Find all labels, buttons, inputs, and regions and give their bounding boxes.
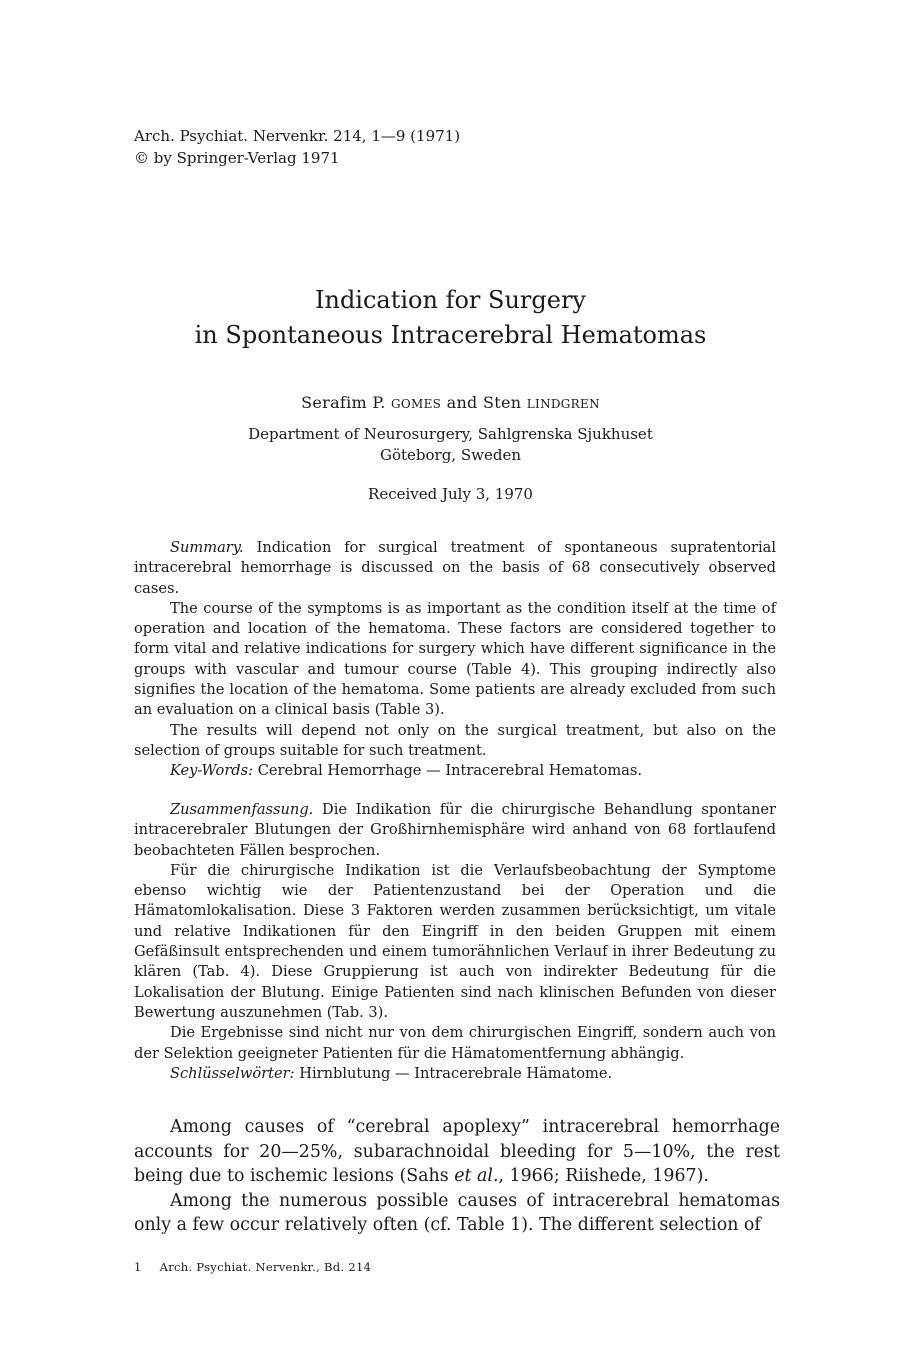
received-date: Received July 3, 1970 xyxy=(368,485,533,503)
affiliation-line-1: Department of Neurosurgery, Sahlgrenska Sjukhuset xyxy=(248,425,653,443)
zusammenfassung-label: Zusammenfassung. xyxy=(170,801,314,818)
author-line xyxy=(0,393,901,412)
body-paragraph-1 xyxy=(134,1115,780,1189)
body-p1-end: , 1966; Riishede, 1967). xyxy=(498,1166,709,1186)
author-conjunction: and xyxy=(446,393,478,412)
journal-header xyxy=(134,125,460,169)
summary-paragraph-1 xyxy=(134,538,776,599)
author2-last: LINDGREN xyxy=(526,397,600,411)
schluesselwoerter-text: Hirnblutung — Intracerebrale Hämatome. xyxy=(299,1064,613,1082)
copyright-line: © by Springer-Verlag 1971 xyxy=(134,149,340,167)
keywords-label: Key-Words: xyxy=(170,762,254,780)
zusammenfassung-keywords xyxy=(134,1064,776,1084)
author1-last: GOMES xyxy=(391,397,442,411)
zusammenfassung-paragraph-2: Für die chirurgische Indikation ist die Verlaufsbeobachtung der Symptome ebenso wichtig wie der Patientenzustand bei der Operation und die Hämatomlokalisation. Diese 3 Faktoren werden zusammen berücksichtigt, um vitale und relative Indikationen für den Eingriff in den beiden Gruppen mit einem Gefäßinsult entsprechenden und einem tumorähnlichen Verlauf in ihrer Bedeutung zu klären (Tab. 4). Diese Gruppierung ist auch von indirekter Bedeutung für die Lokalisation der Blutung. Einige Patienten sind nach klinischen Befunden von dieser Bewertung auszunehmen (Tab. 3). xyxy=(134,861,776,1021)
body-text xyxy=(134,1115,780,1238)
page-footer xyxy=(134,1260,371,1274)
title-line-1: Indication for Surgery xyxy=(315,286,586,314)
zusammenfassung-section xyxy=(134,800,776,1084)
summary-section xyxy=(134,538,776,782)
summary-keywords xyxy=(134,761,776,781)
article-title xyxy=(0,283,901,353)
affiliation xyxy=(0,424,901,466)
zusammenfassung-text-1: Die Indikation für die chirurgische Behandlung spontaner intracerebraler Blutungen der Großhirnhemisphäre wird anhand von 68 fortlaufend beobachteten Fällen besprochen. xyxy=(134,801,776,859)
keywords-text: Cerebral Hemorrhage — Intracerebral Hematomas. xyxy=(257,762,642,780)
journal-citation: Arch. Psychiat. Nervenkr. 214, 1—9 (1971) xyxy=(134,127,461,145)
affiliation-line-2: Göteborg, Sweden xyxy=(380,446,521,464)
body-paragraph-2: Among the numerous possible causes of intracerebral hematomas only a few occur relatively often (cf. Table 1). The different selection of xyxy=(134,1190,780,1235)
author2-first: Sten xyxy=(483,393,522,412)
author1-first: Serafim P. xyxy=(301,393,386,412)
footer-journal: Arch. Psychiat. Nervenkr., Bd. 214 xyxy=(159,1260,372,1274)
summary-paragraph-3: The results will depend not only on the surgical treatment, but also on the selection of groups suitable for such treatment. xyxy=(134,721,776,759)
schluesselwoerter-label: Schlüsselwörter: xyxy=(170,1064,295,1082)
summary-text-1: Indication for surgical treatment of spontaneous supratentorial intracerebral hemorrhage is discussed on the basis of 68 consecutively observed cases. xyxy=(134,539,776,597)
summary-label: Summary. xyxy=(170,539,244,556)
footer-page-number: 1 xyxy=(134,1260,142,1274)
title-line-2: in Spontaneous Intracerebral Hematomas xyxy=(194,321,707,349)
body-p1-start: Among causes of “cerebral apoplexy” intracerebral hemorrhage accounts for 20—25%, subarachnoidal bleeding for 5—10%, the rest being due to ischemic lesions (Sahs xyxy=(134,1117,780,1186)
summary-paragraph-2: The course of the symptoms is as important as the condition itself at the time of operation and location of the hematoma. These factors are considered together to form vital and relative indications for surgery which have different significance in the groups with vascular and tumour course (Table 4). This grouping indirectly also signifies the location of the hematoma. Some patients are already excluded from such an evaluation on a clinical basis (Table 3). xyxy=(134,599,776,719)
body-p1-etal: et al. xyxy=(454,1166,499,1186)
zusammenfassung-paragraph-3: Die Ergebnisse sind nicht nur von dem chirurgischen Eingriff, sondern auch von der Selektion geeigneter Patienten für die Hämatomentfernung abhängig. xyxy=(134,1024,776,1062)
zusammenfassung-paragraph-1 xyxy=(134,800,776,861)
